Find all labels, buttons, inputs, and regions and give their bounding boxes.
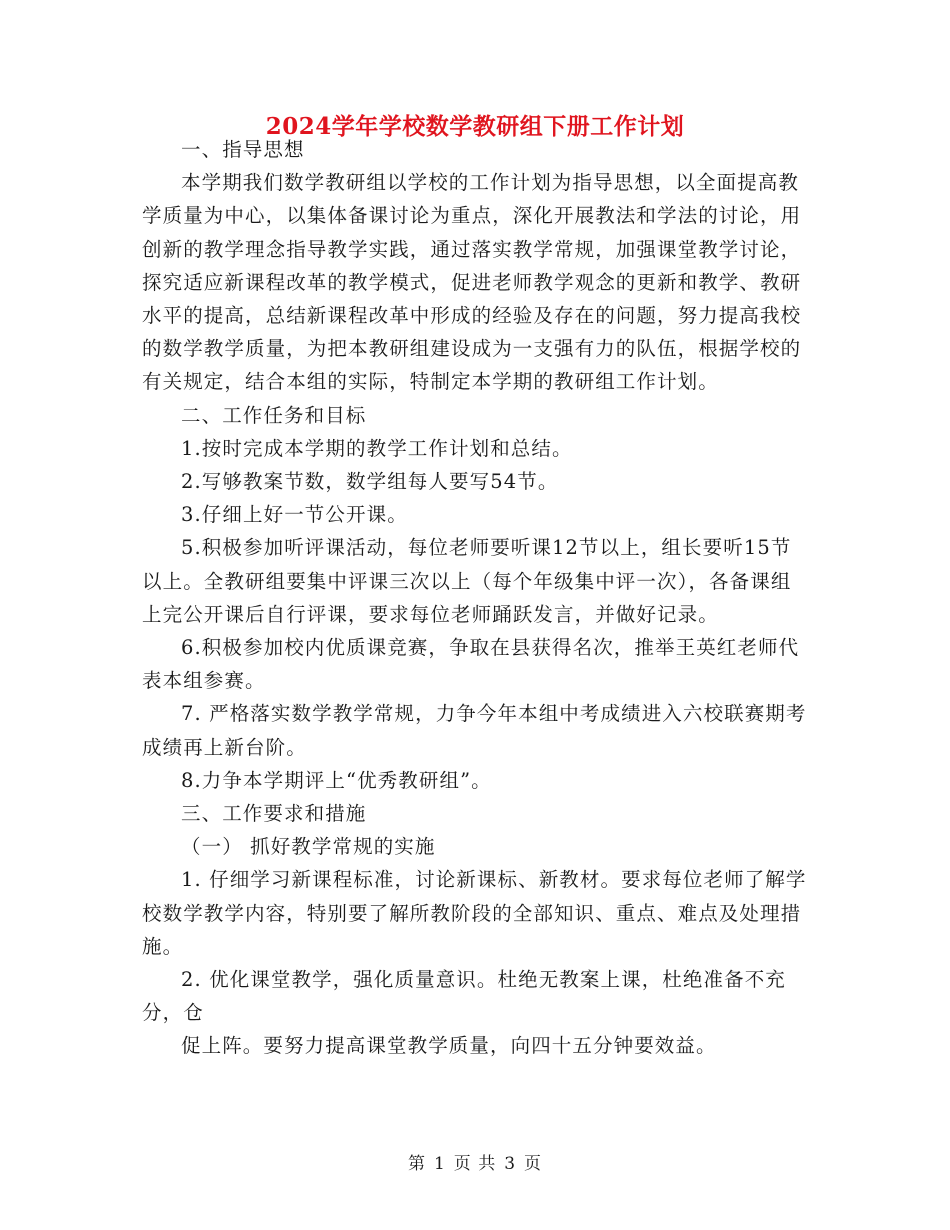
page-label-mid: 页 共 (453, 1154, 497, 1174)
document-title: 2024学年学校数学教研组下册工作计划 (265, 113, 685, 140)
list-item: 6.积极参加校内优质课竞赛，争取在县获得名次，推举王英红老师代表本组参赛。 (142, 636, 800, 693)
section-heading: 一、指导思想 (181, 138, 305, 161)
section-heading: 三、工作要求和措施 (181, 802, 367, 826)
current-page-number: 1 (433, 1154, 446, 1174)
page-label-suffix: 页 (524, 1154, 543, 1174)
list-item: 8.力争本学期评上“优秀教研组”。 (181, 768, 492, 792)
list-item: 2. 优化课堂教学，强化质量意识。杜绝无教案上课，杜绝准备不充分，仓 (142, 968, 786, 1025)
total-pages-number: 3 (504, 1154, 517, 1174)
list-item: 1.按时完成本学期的教学工作计划和总结。 (181, 436, 573, 460)
body-paragraph: 促上阵。要努力提高课堂教学质量，向四十五分钟要效益。 (181, 1034, 717, 1058)
list-item: 1. 仔细学习新课程标准，讨论新课标、新教材。要求每位老师了解学校数学教学内容，特别要了解所教阶段的全部知识、重点、难点及处理措施。 (142, 868, 807, 958)
section-heading: 二、工作任务和目标 (181, 403, 367, 427)
list-item: 2.写够教案节数，数学组每人要写54节。 (181, 470, 559, 494)
list-item: 7. 严格落实数学教学常规，力争今年本组中考成绩进入六校联赛期考成绩再上新台阶。 (142, 702, 807, 759)
list-item: 3.仔细上好一节公开课。 (181, 503, 408, 527)
document-body (142, 133, 807, 1063)
subsection-heading: （一） 抓好教学常规的实施 (181, 835, 436, 859)
page-label-prefix: 第 (407, 1154, 426, 1174)
list-item: 5.积极参加听评课活动，每位老师要听课12节以上，组长要听15节以上。全教研组要集中评课三次以上（每个年级集中评一次），各备课组上完公开课后自行评课，要求每位老师踊跃发言，并做好记录。 (142, 536, 792, 626)
page-footer (0, 1152, 950, 1176)
body-paragraph: 本学期我们数学教研组以学校的工作计划为指导思想，以全面提高教学质量为中心，以集体备课讨论为重点，深化开展教法和学法的讨论，用创新的教学理念指导教学实践，通过落实教学常规，加强课堂教学讨论，探究适应新课程改革的教学模式，促进老师教学观念的更新和教学、教研水平的提高，总结新课程改革中形成的经验及存在的问题，努力提高我校的数学教学质量，为把本教研组建设成为一支强有力的队伍，根据学校的有关规定，结合本组的实际，特制定本学期的教研组工作计划。 (142, 171, 802, 394)
